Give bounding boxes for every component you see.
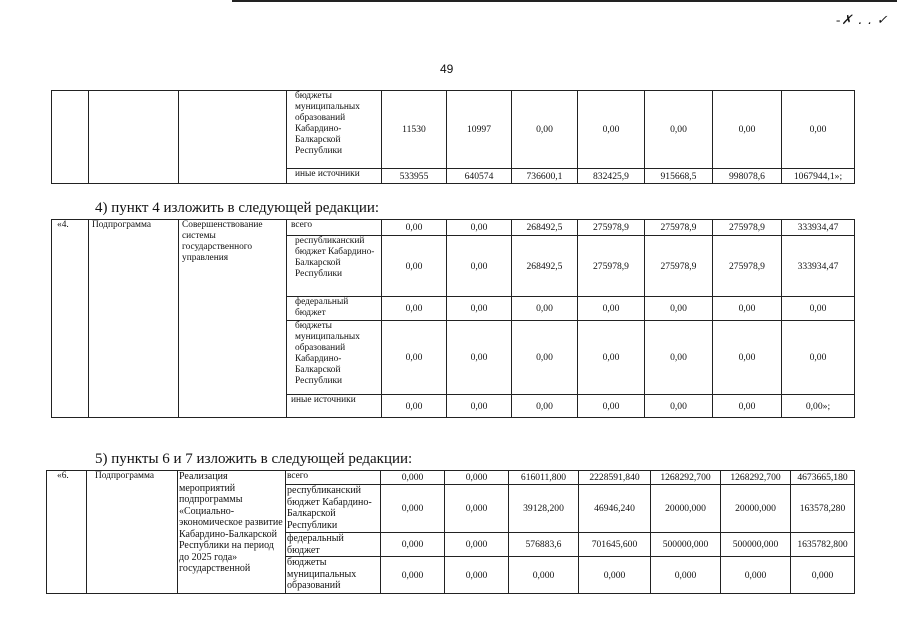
cell-name [179, 91, 287, 184]
cell-value: 1067944,1»; [782, 169, 855, 184]
cell-value: 0,000 [721, 557, 791, 594]
cell-value: 1635782,800 [791, 533, 855, 557]
table-row [52, 91, 855, 169]
cell-value: 0,00 [447, 321, 512, 395]
cell-value: 10997 [447, 91, 512, 169]
cell-value: 2228591,840 [579, 471, 651, 485]
cell-value: 0,000 [445, 471, 509, 485]
cell-value: 832425,9 [578, 169, 645, 184]
cell-value: 20000,000 [651, 485, 721, 533]
cell-value: 0,00 [382, 236, 447, 297]
cell-value: 39128,200 [509, 485, 579, 533]
section5-heading: 5) пункты 6 и 7 изложить в следующей редакции: [95, 451, 413, 467]
cell-value: 0,000 [651, 557, 721, 594]
table-section4 [51, 219, 855, 418]
cell-source: иные источники [287, 169, 382, 184]
cell-value: 915668,5 [645, 169, 713, 184]
cell-source: республиканский бюджет Кабардино-Балкарской Республики [287, 236, 382, 297]
cell-value: 0,00 [782, 321, 855, 395]
top-rule [232, 0, 897, 2]
cell-value: 0,00 [713, 297, 782, 321]
cell-type: Подпрограмма [87, 471, 178, 594]
cell-value: 0,00 [447, 395, 512, 418]
cell-value: 576883,6 [509, 533, 579, 557]
cell-value: 0,000 [381, 557, 445, 594]
cell-value: 0,00 [645, 321, 713, 395]
section4-heading: 4) пункт 4 изложить в следующей редакции: [95, 200, 380, 216]
cell-value: 20000,000 [721, 485, 791, 533]
cell-value: 0,00 [782, 297, 855, 321]
cell-source: федеральный бюджет [287, 297, 382, 321]
cell-value: 0,000 [509, 557, 579, 594]
table-section5 [46, 470, 855, 594]
cell-value: 0,00 [447, 220, 512, 236]
cell-source: всего [286, 471, 381, 485]
cell-type [89, 91, 179, 184]
cell-value: 0,000 [445, 557, 509, 594]
cell-value: 333934,47 [782, 236, 855, 297]
cell-value: 701645,600 [579, 533, 651, 557]
cell-value: 0,00 [645, 297, 713, 321]
cell-value: 0,00 [578, 297, 645, 321]
cell-value: 275978,9 [578, 236, 645, 297]
cell-value: 0,00 [645, 91, 713, 169]
cell-value: 500000,000 [651, 533, 721, 557]
cell-value: 0,000 [579, 557, 651, 594]
cell-value: 1268292,700 [721, 471, 791, 485]
cell-value: 0,000 [445, 485, 509, 533]
cell-value: 0,00 [382, 297, 447, 321]
cell-source: бюджеты муниципальных образований [286, 557, 381, 594]
cell-source: федеральный бюджет [286, 533, 381, 557]
cell-source: всего [287, 220, 382, 236]
cell-value: 1268292,700 [651, 471, 721, 485]
cell-value: 0,00 [713, 395, 782, 418]
cell-value: 268492,5 [512, 220, 578, 236]
cell-value: 275978,9 [645, 236, 713, 297]
cell-value: 500000,000 [721, 533, 791, 557]
cell-num [52, 91, 89, 184]
cell-type: Подпрограмма [89, 220, 179, 418]
corner-mark: -✗ ․ ․ ✓ [836, 12, 889, 27]
cell-value: 0,00 [447, 236, 512, 297]
cell-value: 46946,240 [579, 485, 651, 533]
cell-value: 0,00 [713, 91, 782, 169]
cell-source: республиканский бюджет Кабардино-Балкарской Республики [286, 485, 381, 533]
cell-source: бюджеты муниципальных образований Кабардино-Балкарской Республики [287, 91, 382, 169]
cell-value: 533955 [382, 169, 447, 184]
cell-value: 163578,280 [791, 485, 855, 533]
cell-value: 0,00 [713, 321, 782, 395]
cell-source: бюджеты муниципальных образований Кабардино-Балкарской Республики [287, 321, 382, 395]
cell-value: 0,000 [381, 485, 445, 533]
cell-num: «6. [47, 471, 87, 594]
cell-num: «4. [52, 220, 89, 418]
cell-value: 0,00»; [782, 395, 855, 418]
cell-name: Совершенствование системы государственного управления [179, 220, 287, 418]
cell-value: 0,00 [382, 321, 447, 395]
cell-value: 11530 [382, 91, 447, 169]
cell-value: 998078,6 [713, 169, 782, 184]
cell-value: 0,000 [381, 471, 445, 485]
cell-value: 616011,800 [509, 471, 579, 485]
cell-value: 0,00 [645, 395, 713, 418]
cell-value: 275978,9 [713, 220, 782, 236]
cell-value: 0,00 [578, 91, 645, 169]
cell-value: 736600,1 [512, 169, 578, 184]
page-number: 49 [440, 62, 454, 76]
cell-value: 0,000 [381, 533, 445, 557]
cell-value: 0,000 [445, 533, 509, 557]
cell-value: 275978,9 [578, 220, 645, 236]
cell-value: 275978,9 [713, 236, 782, 297]
cell-value: 0,00 [578, 395, 645, 418]
cell-value: 640574 [447, 169, 512, 184]
cell-value: 0,00 [578, 321, 645, 395]
cell-value: 0,00 [512, 297, 578, 321]
cell-value: 268492,5 [512, 236, 578, 297]
cell-value: 0,00 [382, 395, 447, 418]
cell-value: 0,00 [447, 297, 512, 321]
cell-value: 0,000 [791, 557, 855, 594]
cell-value: 0,00 [512, 91, 578, 169]
table-row [47, 471, 855, 485]
cell-value: 0,00 [382, 220, 447, 236]
cell-value: 275978,9 [645, 220, 713, 236]
table-row [52, 220, 855, 236]
cell-value: 4673665,180 [791, 471, 855, 485]
cell-value: 0,00 [782, 91, 855, 169]
cell-value: 0,00 [512, 395, 578, 418]
cell-value: 0,00 [512, 321, 578, 395]
table-continuation [51, 90, 855, 184]
cell-source: иные источники [287, 395, 382, 418]
cell-value: 333934,47 [782, 220, 855, 236]
cell-name: Реализация мероприятий подпрограммы «Социально-экономическое развитие Кабардино-Балкарской Республики на период до 2025 года» государственной [178, 471, 286, 594]
